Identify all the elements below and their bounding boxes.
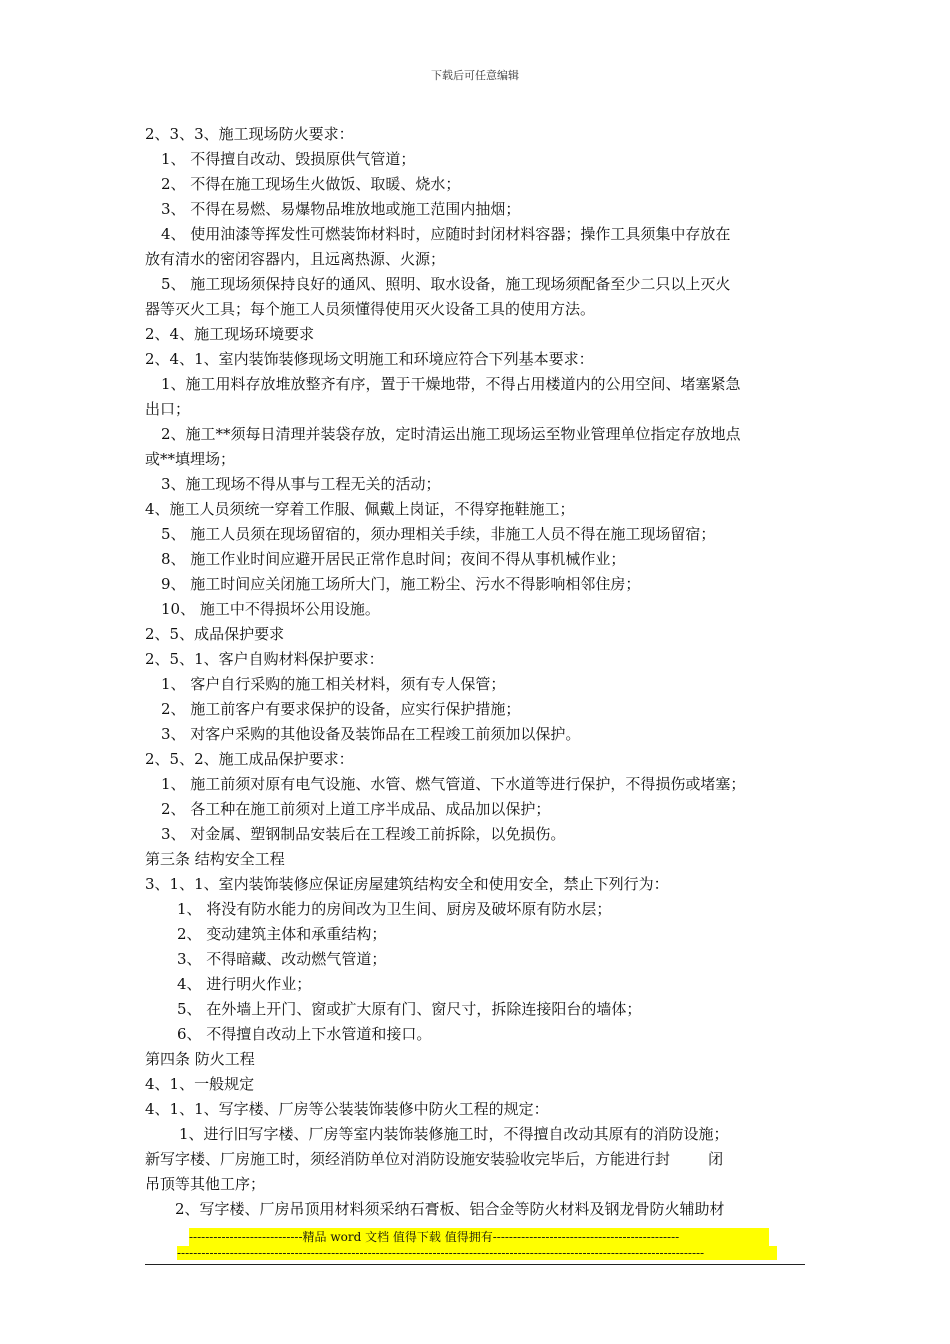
- text-line: 2、 变动建筑主体和承重结构；: [177, 925, 387, 943]
- text-line: 10、 施工中不得损坏公用设施。: [161, 600, 380, 618]
- text-line: 4、施工人员须统一穿着工作服、佩戴上岗证，不得穿拖鞋施工；: [145, 500, 575, 518]
- text-line: 或**填埋场；: [145, 450, 236, 468]
- text-line: 2、4、施工现场环境要求: [145, 325, 315, 343]
- text-line: 5、 施工现场须保持良好的通风、照明、取水设备，施工现场须配备至少二只以上灭火: [161, 275, 731, 293]
- text-line: 6、 不得擅自改动上下水管道和接口。: [177, 1025, 432, 1043]
- text-line: 吊顶等其他工序；: [145, 1175, 266, 1193]
- text-line: 3、 不得暗藏、改动燃气管道；: [177, 950, 387, 968]
- document-body: [145, 122, 810, 1222]
- text-line: 2、3、3、施工现场防火要求：: [145, 125, 354, 143]
- text-line: 4、 使用油漆等挥发性可燃装饰材料时，应随时封闭材料容器；操作工具须集中存放在: [161, 225, 731, 243]
- text-line: 2、 不得在施工现场生火做饭、取暖、烧水；: [161, 175, 461, 193]
- text-line: 2、 各工种在施工前须对上道工序半成品、成品加以保护；: [161, 800, 551, 818]
- text-line: 5、 施工人员须在现场留宿的，须办理相关手续，非施工人员不得在施工现场留宿；: [161, 525, 716, 543]
- text-line: 2、 施工前客户有要求保护的设备，应实行保护措施；: [161, 700, 521, 718]
- text-line: 放有清水的密闭容器内，且远离热源、火源；: [145, 250, 446, 268]
- footer: [145, 1228, 805, 1265]
- text-line: 新写字楼、厂房施工时，须经消防单位对消防设施安装验收完毕后，方能进行封 闭: [145, 1150, 724, 1168]
- text-line: 第四条 防火工程: [145, 1050, 255, 1068]
- text-line: 3、1、1、室内装饰装修应保证房屋建筑结构安全和使用安全，禁止下列行为：: [145, 875, 669, 893]
- text-line: 1、 客户自行采购的施工相关材料，须有专人保管；: [161, 675, 506, 693]
- text-line: 3、施工现场不得从事与工程无关的活动；: [161, 475, 441, 493]
- text-line: 1、施工用料存放堆放整齐有序，置于干燥地带，不得占用楼道内的公用空间、堵塞紧急: [161, 375, 741, 393]
- text-line: 3、 不得在易燃、易爆物品堆放地或施工范围内抽烟；: [161, 200, 521, 218]
- footer-rule: [145, 1264, 805, 1265]
- footer-ad-line-2: ----------------------------------------------------------------------------------------------------------------------------------: [177, 1246, 777, 1260]
- text-line: 3、 对客户采购的其他设备及装饰品在工程竣工前须加以保护。: [161, 725, 581, 743]
- text-line: 2、5、成品保护要求: [145, 625, 285, 643]
- text-line: 2、5、1、客户自购材料保护要求：: [145, 650, 384, 668]
- text-line: 8、 施工作业时间应避开居民正常作息时间；夜间不得从事机械作业；: [161, 550, 626, 568]
- text-line: 1、进行旧写字楼、厂房等室内装饰装修施工时，不得擅自改动其原有的消防设施；: [179, 1125, 729, 1143]
- text-line: 1、 不得擅自改动、毁损原供气管道；: [161, 150, 416, 168]
- text-line: 出口；: [145, 400, 191, 418]
- text-line: 3、 对金属、塑钢制品安装后在工程竣工前拆除，以免损伤。: [161, 825, 566, 843]
- page-header: 下载后可任意编辑: [431, 69, 519, 82]
- footer-ad-line-1: ----------------------------精品 word 文档 值得下载 值得拥有----------------------------------------------: [189, 1228, 769, 1246]
- text-line: 4、1、一般规定: [145, 1075, 255, 1093]
- text-line: 1、 施工前须对原有电气设施、水管、燃气管道、下水道等进行保护，不得损伤或堵塞；: [161, 775, 746, 793]
- text-line: 5、 在外墙上开门、窗或扩大原有门、窗尺寸，拆除连接阳台的墙体；: [177, 1000, 642, 1018]
- text-line: 2、施工**须每日清理并装袋存放，定时清运出施工现场运至物业管理单位指定存放地点: [161, 425, 741, 443]
- text-line: 4、 进行明火作业；: [177, 975, 312, 993]
- text-line: 器等灭火工具；每个施工人员须懂得使用灭火设备工具的使用方法。: [145, 300, 596, 318]
- text-line: 1、 将没有防水能力的房间改为卫生间、厨房及破坏原有防水层；: [177, 900, 612, 918]
- text-line: 第三条 结构安全工程: [145, 850, 285, 868]
- text-line: 2、5、2、施工成品保护要求：: [145, 750, 354, 768]
- text-line: 2、4、1、室内装饰装修现场文明施工和环境应符合下列基本要求：: [145, 350, 594, 368]
- text-line: 9、 施工时间应关闭施工场所大门，施工粉尘、污水不得影响相邻住房；: [161, 575, 641, 593]
- text-line: 4、1、1、写字楼、厂房等公装装饰装修中防火工程的规定：: [145, 1100, 549, 1118]
- text-line: 2、写字楼、厂房吊顶用材料须采纳石膏板、铝合金等防火材料及钢龙骨防火辅助材: [175, 1200, 725, 1218]
